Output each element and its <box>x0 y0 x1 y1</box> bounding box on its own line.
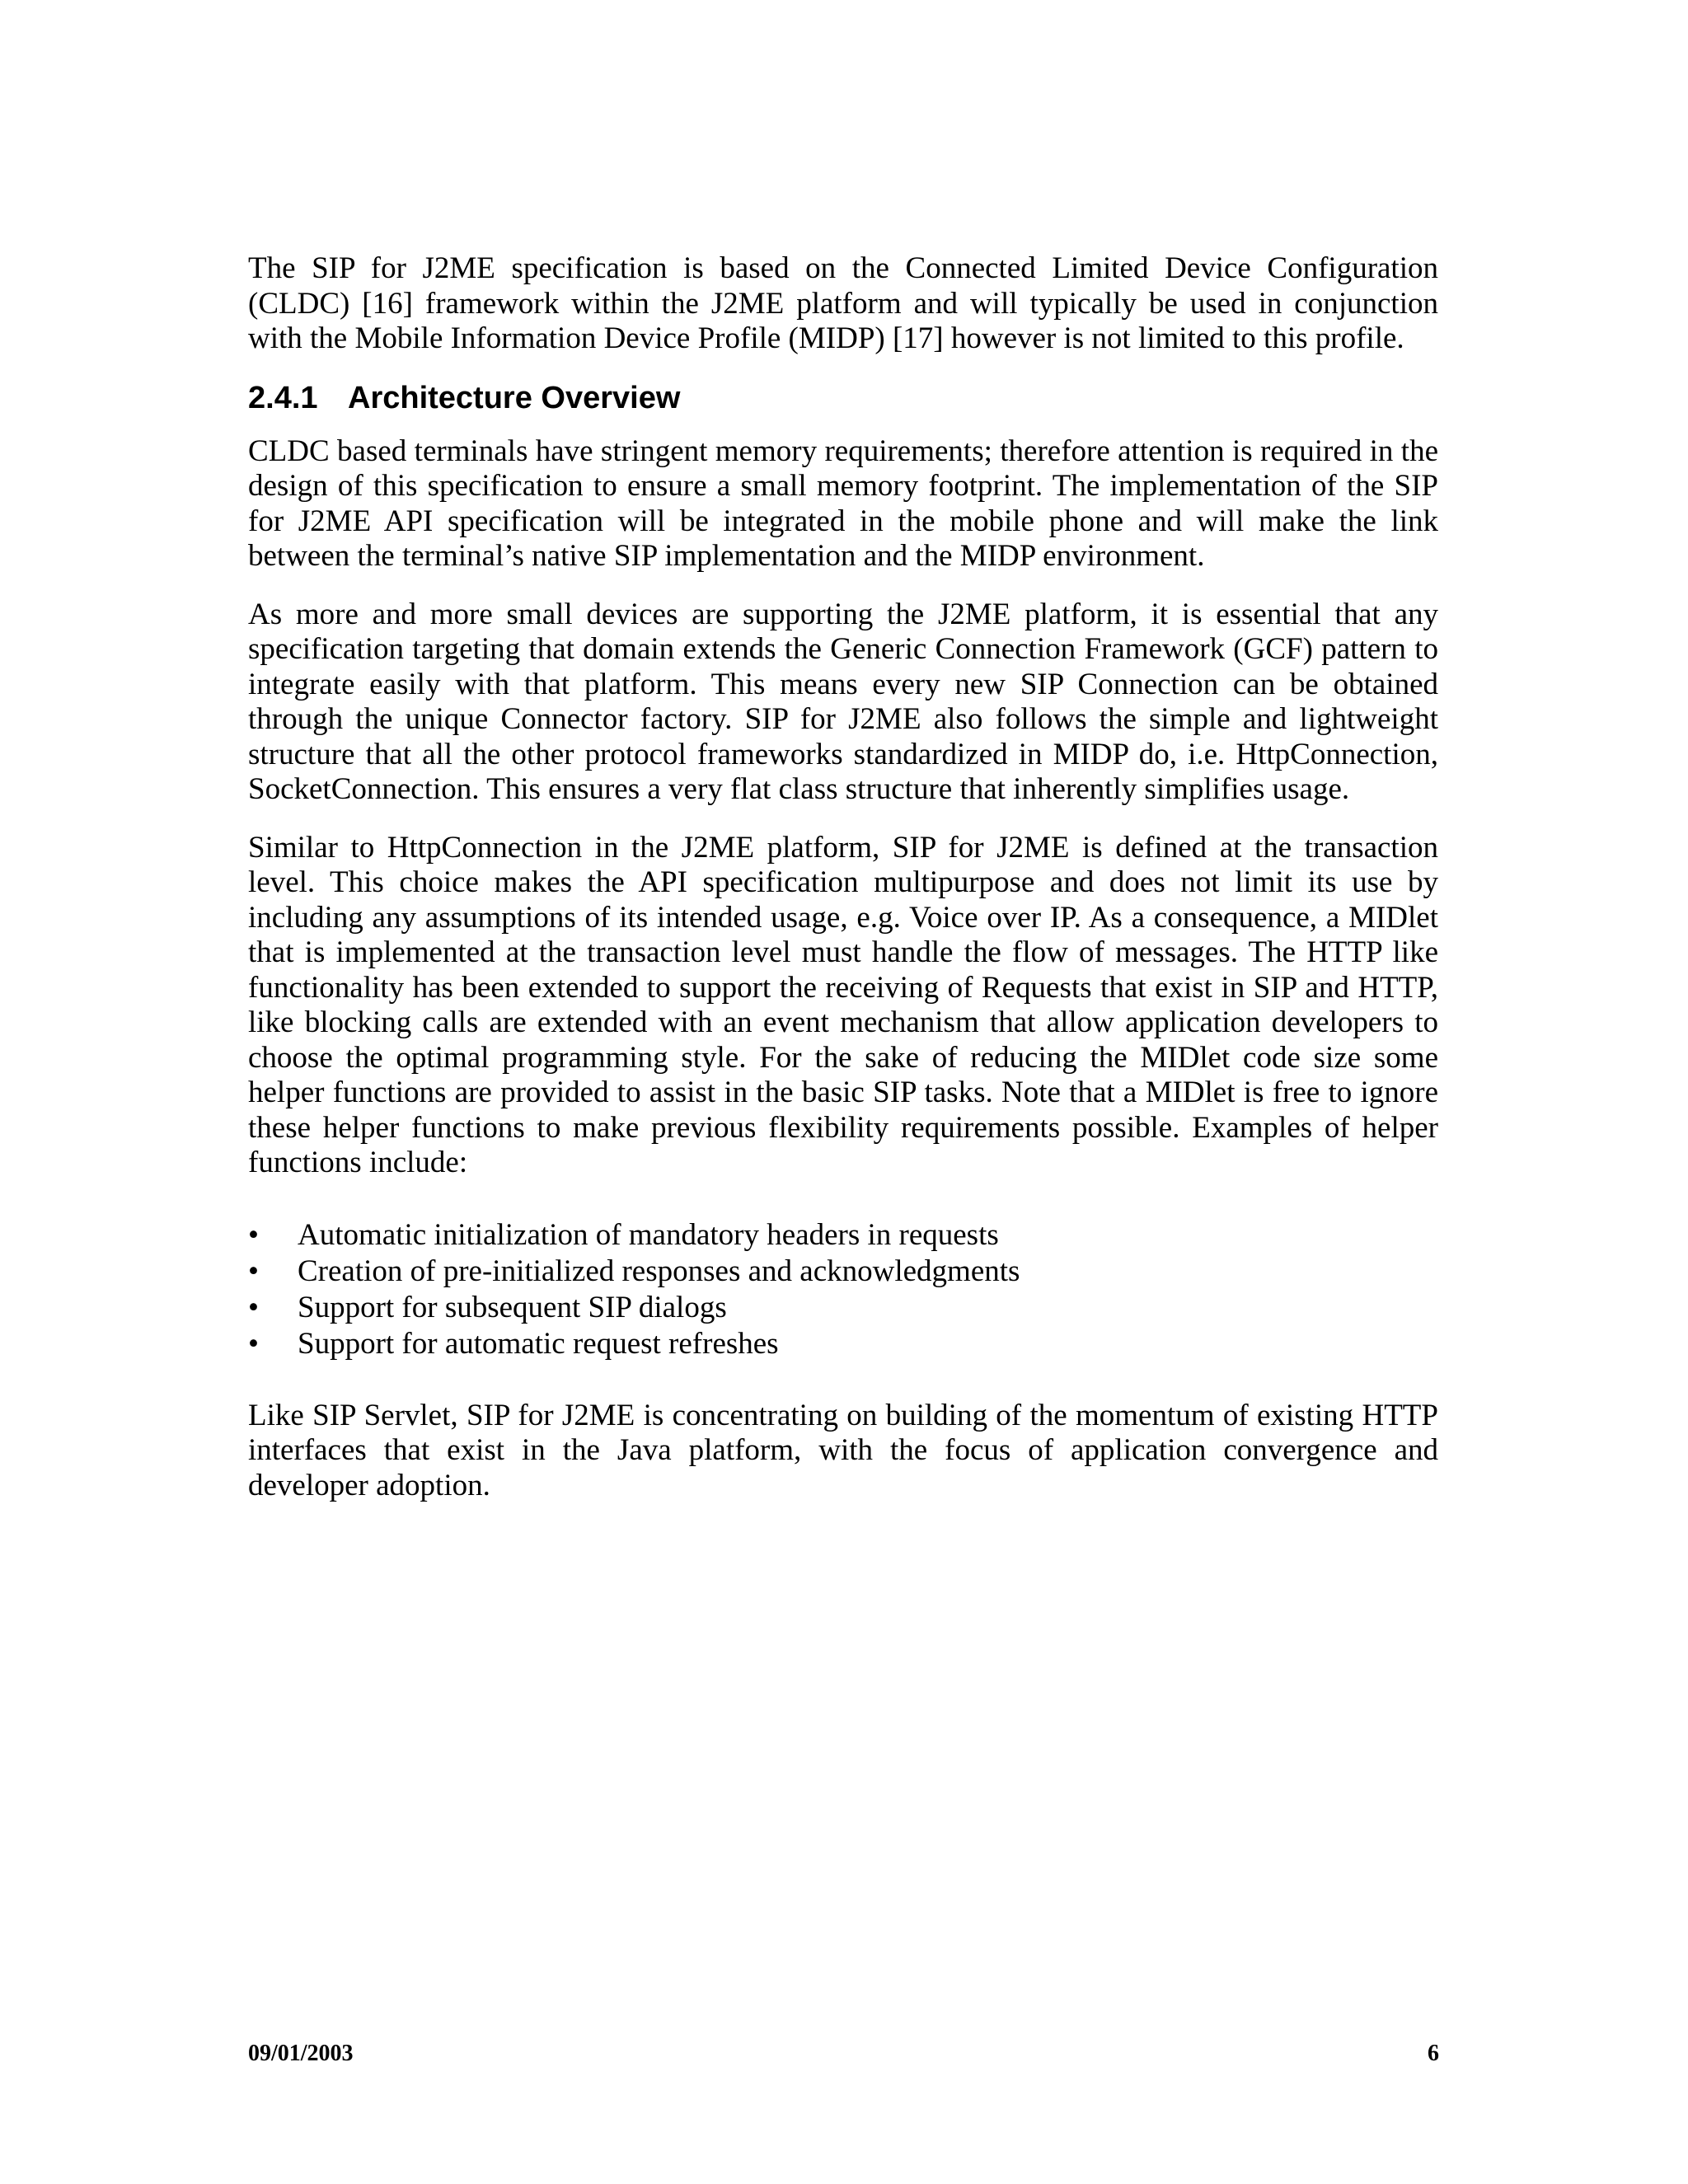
section-number: 2.4.1 <box>248 380 318 415</box>
list-item-text: Automatic initialization of mandatory headers in requests <box>298 1217 999 1252</box>
list-item-text: Support for subsequent SIP dialogs <box>298 1290 727 1324</box>
page-body <box>248 251 1438 1526</box>
paragraph-gcf: As more and more small devices are supporting the J2ME platform, it is essential that any specification targeting that domain extends the Generic Connection Framework (GCF) pattern to integrate easily with that platform. This means every new SIP Connection can be obtained through the unique Connector factory. SIP for J2ME also follows the simple and lightweight structure that all the other protocol frameworks standardized in MIDP do, i.e. HttpConnection, SocketConnection. This ensures a very flat class structure that inherently simplifies usage. <box>248 597 1438 806</box>
section-title: Architecture Overview <box>348 380 681 415</box>
bullet-icon: • <box>248 1217 259 1252</box>
bullet-icon: • <box>248 1326 259 1361</box>
list-item-text: Creation of pre-initialized responses and acknowledgments <box>298 1254 1020 1288</box>
list-item <box>248 1290 1438 1326</box>
paragraph-memory: CLDC based terminals have stringent memory requirements; therefore attention is required in the design of this specification to ensure a small memory footprint. The implementation of the SIP for J2ME API specification will be integrated in the mobile phone and will make the link between the terminal’s native SIP implementation and the MIDP environment. <box>248 434 1438 573</box>
list-item <box>248 1254 1438 1290</box>
bullet-icon: • <box>248 1254 259 1288</box>
list-item-text: Support for automatic request refreshes <box>298 1326 779 1361</box>
footer-date: 09/01/2003 <box>248 2041 354 2066</box>
paragraph-transaction: Similar to HttpConnection in the J2ME platform, SIP for J2ME is defined at the transaction level. This choice makes the API specification multipurpose and does not limit its use by including any assumptions of its intended usage, e.g. Voice over IP. As a consequence, a MIDlet that is implemented at the transaction level must handle the flow of messages. The HTTP like functionality has been extended to support the receiving of Requests that exist in SIP and HTTP, like blocking calls are extended with an event mechanism that allow application developers to choose the optimal programming style. For the sake of reducing the MIDlet code size some helper functions are provided to assist in the basic SIP tasks. Note that a MIDlet is free to ignore these helper functions to make previous flexibility requirements possible. Examples of helper functions include: <box>248 830 1438 1179</box>
list-item <box>248 1326 1438 1362</box>
footer-page-number: 6 <box>1428 2041 1439 2066</box>
bullet-icon: • <box>248 1290 259 1324</box>
closing-paragraph: Like SIP Servlet, SIP for J2ME is concentrating on building of the momentum of existing HTTP interfaces that exist in the Java platform, with the focus of application convergence and developer adoption. <box>248 1398 1438 1502</box>
list-item <box>248 1217 1438 1254</box>
section-heading <box>248 380 1438 416</box>
helper-functions-list <box>248 1217 1438 1362</box>
intro-paragraph: The SIP for J2ME specification is based on the Connected Limited Device Configuration (CLDC) [16] framework within the J2ME platform and will typically be used in conjunction with the Mobile Information Device Profile (MIDP) [17] however is not limited to this profile. <box>248 251 1438 355</box>
